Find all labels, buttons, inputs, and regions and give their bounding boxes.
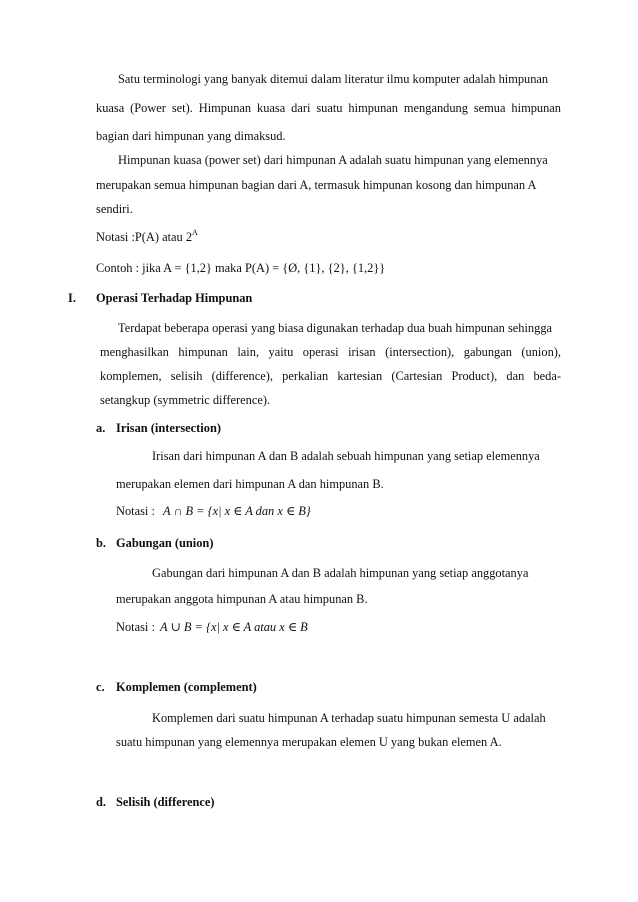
powerset-p1-line-3: bagian dari himpunan yang dimaksud.: [96, 129, 286, 143]
powerset-notation-text: Notasi :P(A) atau 2: [96, 230, 193, 244]
powerset-p2-line-1: Himpunan kuasa (power set) dari himpunan A adalah suatu himpunan yang elemennya: [118, 153, 548, 167]
section-title: Operasi Terhadap Himpunan: [96, 291, 253, 305]
komplemen-body-line-2: suatu himpunan yang elemennya merupakan elemen U yang bukan elemen A.: [116, 735, 502, 749]
komplemen-title: Komplemen (complement): [116, 680, 257, 694]
section-intro-line-4: setangkup (symmetric difference).: [100, 393, 271, 407]
powerset-p2-line-3: sendiri.: [96, 202, 133, 216]
irisan-notation-formula: A ∩ B = {x| x ∈ A dan x ∈ B}: [163, 504, 311, 518]
komplemen-letter: c.: [96, 680, 105, 694]
section-intro-line-2: menghasilkan himpunan lain, yaitu operasi irisan (intersection), gabungan (union),: [100, 345, 561, 359]
powerset-notation: [96, 229, 198, 245]
powerset-notation-superscript: A: [192, 228, 198, 237]
powerset-p2-line-2: merupakan semua himpunan bagian dari A, termasuk himpunan kosong dan himpunan A: [96, 178, 537, 192]
irisan-notation-label: Notasi :: [116, 504, 155, 518]
selisih-title: Selisih (difference): [116, 795, 215, 809]
gabungan-title: Gabungan (union): [116, 536, 214, 550]
irisan-title: Irisan (intersection): [116, 421, 221, 435]
section-intro-line-1: Terdapat beberapa operasi yang biasa digunakan terhadap dua buah himpunan sehingga: [118, 321, 553, 335]
gabungan-body-line-2: merupakan anggota himpunan A atau himpunan B.: [116, 592, 368, 606]
powerset-example: Contoh : jika A = {1,2} maka P(A) = {Ø, {1}, {2}, {1,2}}: [96, 261, 386, 275]
section-intro-line-3: komplemen, selisih (difference), perkalian kartesian (Cartesian Product), dan beda-: [100, 369, 561, 383]
powerset-p1-line-2: kuasa (Power set). Himpunan kuasa dari suatu himpunan mengandung semua himpunan: [96, 101, 561, 115]
komplemen-body-line-1: Komplemen dari suatu himpunan A terhadap suatu himpunan semesta U adalah: [152, 711, 546, 725]
irisan-body-line-1: Irisan dari himpunan A dan B adalah sebuah himpunan yang setiap elemennya: [152, 449, 540, 463]
irisan-letter: a.: [96, 421, 106, 435]
irisan-body-line-2: merupakan elemen dari himpunan A dan himpunan B.: [116, 477, 384, 491]
selisih-letter: d.: [96, 795, 106, 809]
gabungan-letter: b.: [96, 536, 106, 550]
gabungan-body-line-1: Gabungan dari himpunan A dan B adalah himpunan yang setiap anggotanya: [152, 566, 529, 580]
gabungan-notation-label: Notasi :: [116, 620, 155, 634]
powerset-p1-line-1: Satu terminologi yang banyak ditemui dalam literatur ilmu komputer adalah himpunan: [118, 72, 549, 86]
gabungan-notation-formula: A ∪ B = {x| x ∈ A atau x ∈ B: [160, 620, 308, 634]
section-number: I.: [68, 291, 76, 305]
